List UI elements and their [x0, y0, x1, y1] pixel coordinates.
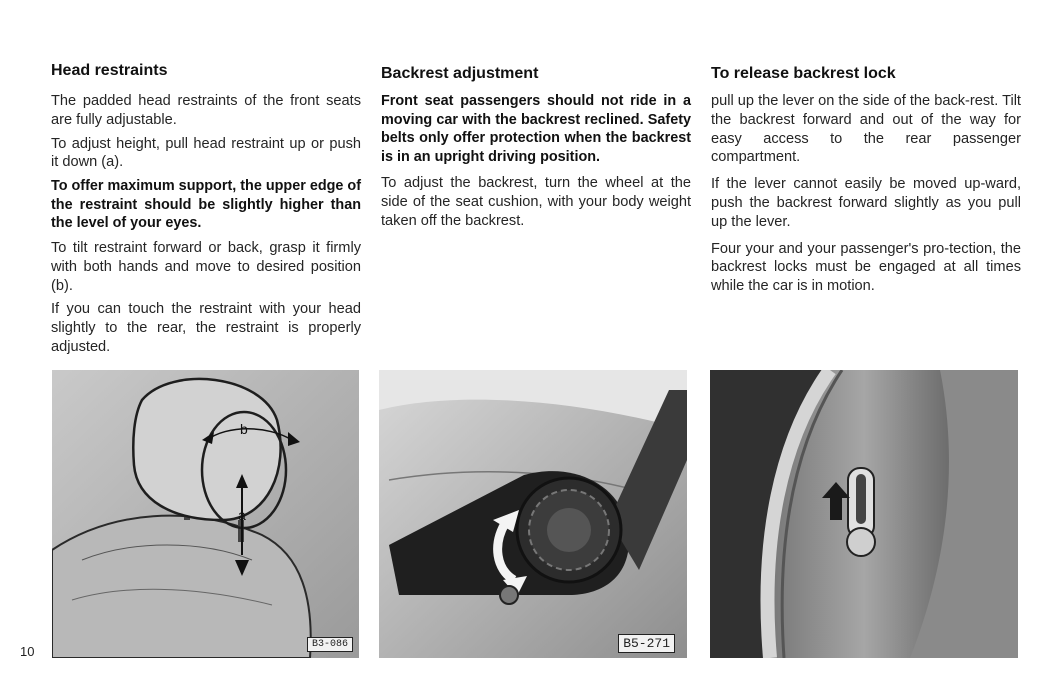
paragraph: To tilt restraint forward or back, grasp it firmly with both hands and move to desired position (b). [51, 239, 361, 294]
paragraph: Four your and your passenger's pro-tection, the backrest locks must be engaged at all times while the car is in motion. [711, 240, 1021, 295]
label-a: a [238, 507, 246, 523]
head-restraint-figure [52, 370, 359, 658]
backrest-wheel-figure [379, 370, 687, 658]
paragraph: To adjust height, pull head restraint up or push it down (a). [51, 135, 361, 171]
heading-backrest-adjustment: Backrest adjustment [381, 65, 539, 82]
heading-head-restraints: Head restraints [51, 62, 168, 79]
page-number: 10 [20, 644, 35, 659]
column-backrest-adjustment [381, 62, 691, 236]
paragraph: If the lever cannot easily be moved up-ward, push the backrest forward slightly as you pull up the lever. [711, 176, 1021, 230]
column-head-restraints [51, 62, 361, 362]
figure-code: B3-086 [307, 637, 353, 652]
figure-code: B5-271 [618, 634, 675, 653]
column-release-backrest-lock [711, 62, 1021, 301]
head-restraint-photo-icon [52, 370, 359, 658]
backrest-wheel-photo-icon [379, 370, 687, 658]
backrest-lock-lever-photo-icon [710, 370, 1018, 658]
heading-release-backrest-lock: To release backrest lock [711, 65, 896, 82]
paragraph: To adjust the backrest, turn the wheel at the side of the seat cushion, with your body weight taken off the backrest. [381, 175, 691, 229]
paragraph: pull up the lever on the side of the back-rest. Tilt the backrest forward and out of the way for easy access to the rear passenger compartment. [711, 93, 1021, 166]
label-b: b [240, 421, 248, 437]
bold-notice: To offer maximum support, the upper edge of the restraint should be slightly higher than the level of your eyes. [51, 178, 361, 232]
paragraph: The padded head restraints of the front seats are fully adjustable. [51, 93, 361, 128]
bold-warning: Front seat passengers should not ride in a moving car with the backrest reclined. Safety belts only offer protection when the backrest is in an upright driving position. [381, 93, 691, 165]
paragraph: If you can touch the restraint with your head slightly to the rear, the restraint is properly adjusted. [51, 301, 361, 355]
backrest-lock-figure [710, 370, 1018, 658]
